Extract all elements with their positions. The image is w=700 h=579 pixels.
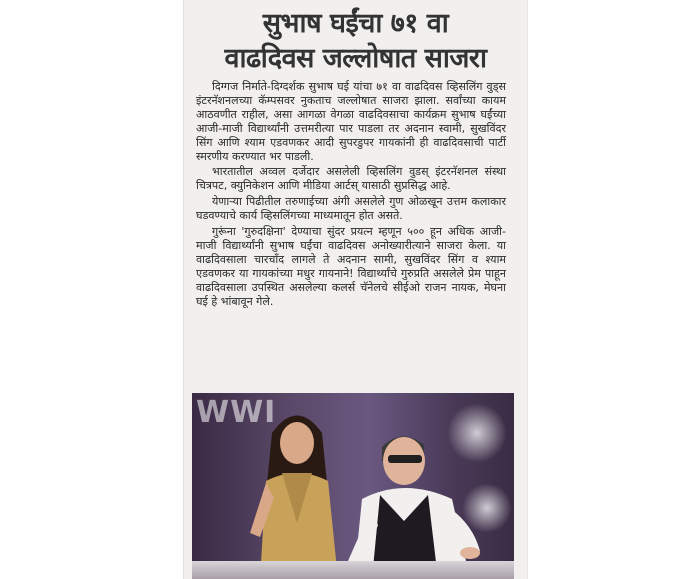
- photo-backdrop-text: WWI: [196, 395, 277, 430]
- woman-figure: [242, 403, 352, 579]
- article-body: [196, 80, 506, 311]
- event-photo: [192, 393, 514, 579]
- man-figure: [342, 421, 502, 579]
- headline-line-1: सुभाष घईंचा ७१ वा: [262, 8, 449, 39]
- paragraph: येणाऱ्या पिढीतील तरुणाईच्या अंगी असलेले गुण ओळखून उत्तम कलाकार घडवण्याचे कार्य व्हिसलिंगच्या माध्यमातून होत असते.: [196, 195, 506, 223]
- newspaper-clipping: [183, 0, 528, 579]
- paragraph: गुरूंना 'गुरुदक्षिना' देण्याचा सुंदर प्रयत्न म्हणून ५०० हून अधिक आजी-माजी विद्यार्थ्यांनी सुभाष घईंचा वाढदिवस अनोख्यारीत्याने साजरा केला. या वाढदिवसाला चारचाँद लागले ते अदनान सामी, सुखविंदर सिंग व श्याम एडवणकर या गायकांच्या मधुर गायनाने! विद्यार्थ्यांचे गुरुप्रति असलेले प्रेम पाहून वाढदिवसाला उपस्थित असलेल्या कलर्स चॅनेलचे सीईओ राजन नायक, मेघना घई हे भांबावून गेले.: [196, 225, 506, 308]
- paragraph: भारतातील अव्वल दर्जेदार असलेली व्हिसलिंग वुडस् इंटरनॅशनल संस्था चित्रपट, क्युनिकेशन आणि मीडिया आर्टस् यासाठी सुप्रसिद्ध आहे.: [196, 165, 506, 193]
- cake-table: [192, 561, 514, 579]
- paragraph: दिग्गज निर्माते-दिग्दर्शक सुभाष घई यांचा ७१ वा वाढदिवस व्हिसलिंग वुड्स इंटरनॅशनलच्या कॅम्पसवर नुकताच जल्लोषात साजरा झाला. सर्वांच्या कायम आठवणीत राहील, असा आगळा वेगळा वाढदिवसाचा कार्यक्रम सुभाष घईंच्या आजी-माजी विद्यार्थ्यांनी उत्तमरीत्या पार पाडला तर अदनान स्वामी, सुखविंदर सिंग आणि श्याम एडवणकर आदी सुपरडुपर गायकांनी ही वाढदिवसाची पार्टी स्मरणीय करण्यात भर पाडली.: [196, 80, 506, 163]
- headline-line-2: वाढदिवस जल्लोषात साजरा: [224, 43, 487, 74]
